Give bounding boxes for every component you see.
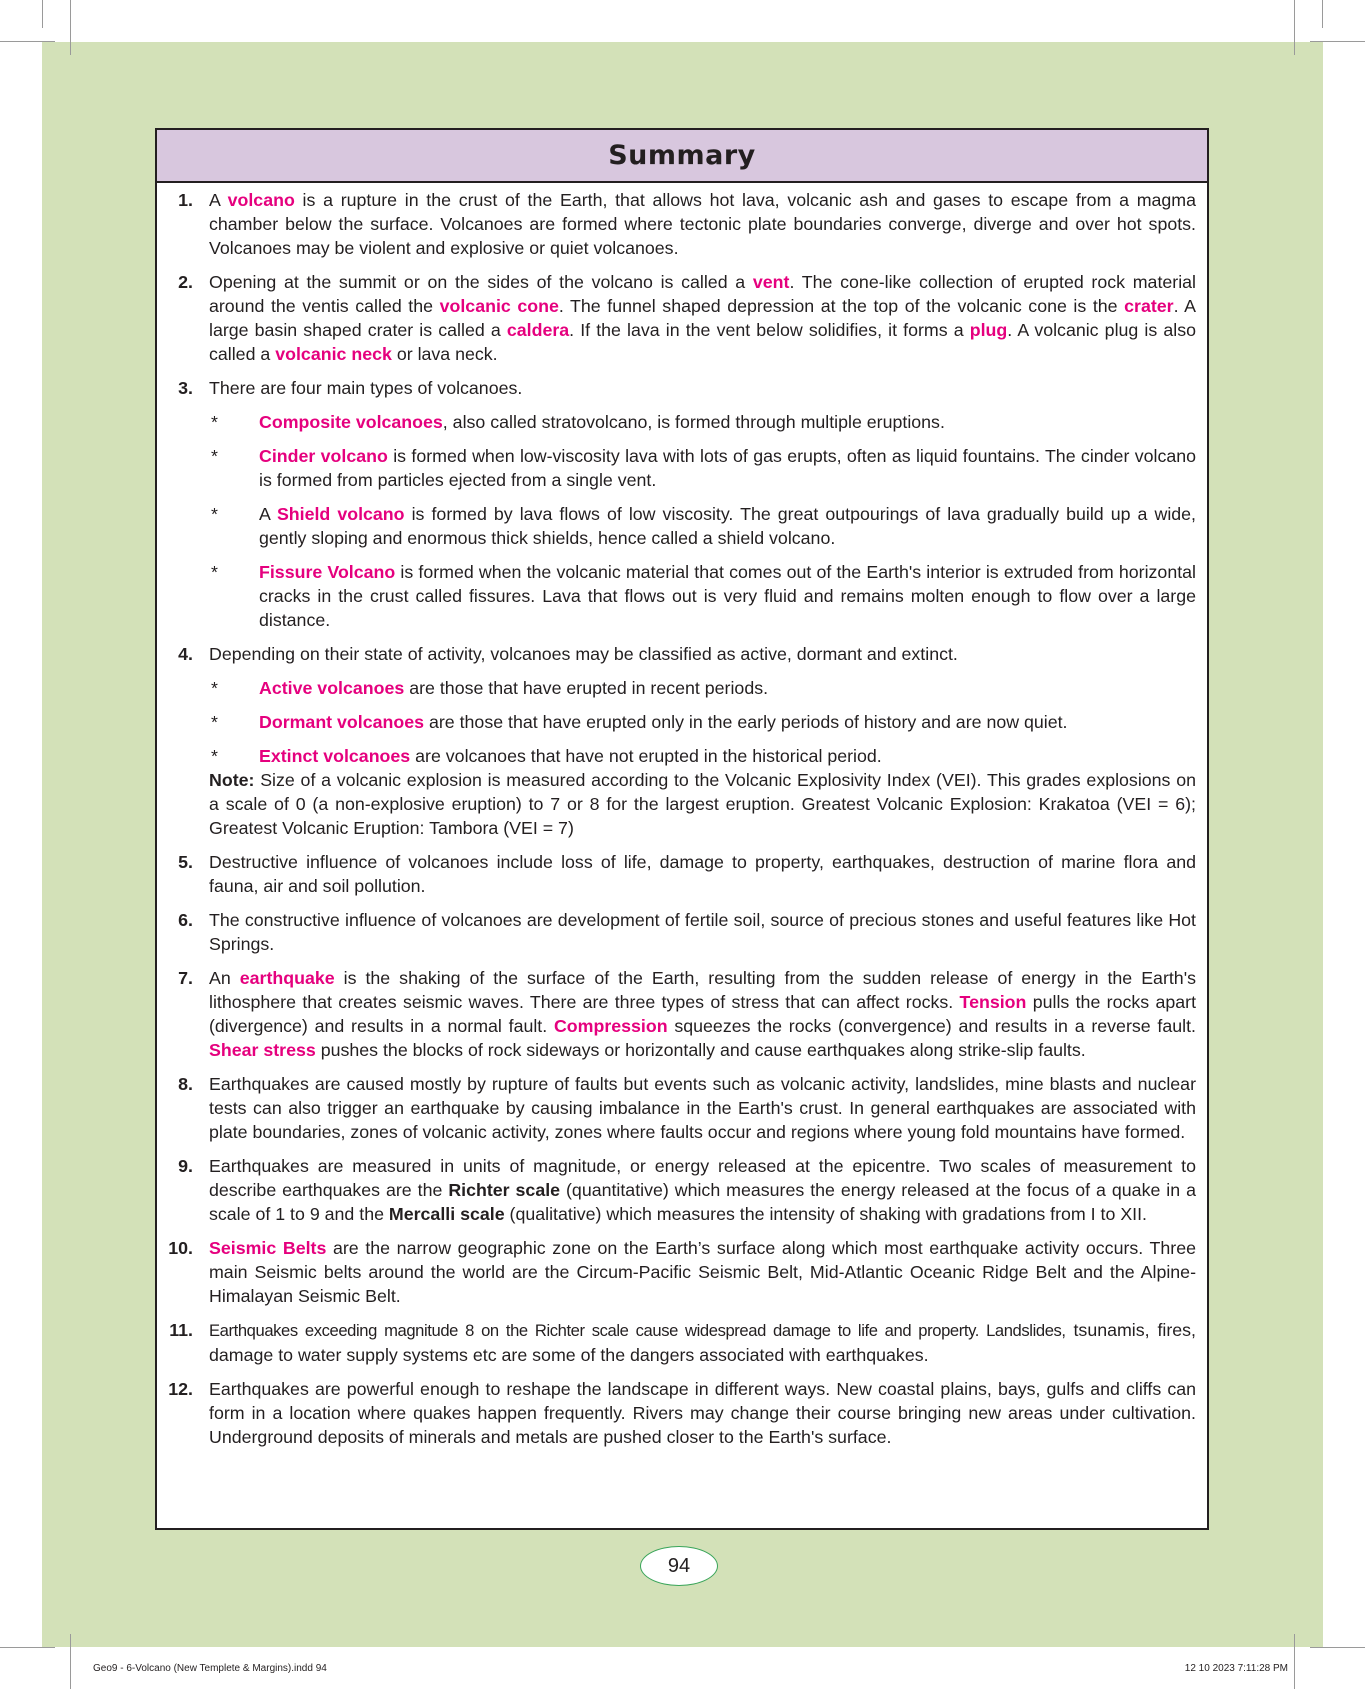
item-text [209,1154,1196,1226]
bullet-star: * [211,678,218,698]
text-run: Earthquakes exceeding magnitude 8 on the Richter scale cause widespread damage to life and property. Landslides, [209,1321,1066,1340]
summary-list [157,183,1207,1449]
text-run: squeezes the rocks (convergence) and results in a reverse fault. [667,1016,1196,1036]
item-number: 5. [178,852,193,872]
summary-item [157,908,1196,956]
item-text [209,966,1196,1062]
crop-mark [0,1647,55,1648]
text-run: is formed by lava flows of low viscosity. The great outpourings of lava gradually build up a wide, gently sloping and enormous thick shields, hence called a shield volcano. [259,504,1196,548]
item-body [209,908,1196,956]
text-run: A [209,190,228,210]
item-body [209,188,1196,260]
key-term: Compression [553,1016,668,1036]
text-run: . The funnel shaped depression at the top of the volcanic cone is the [558,296,1125,316]
summary-item [157,1154,1196,1226]
summary-item [157,1318,1196,1367]
key-term: Shield volcano [276,504,405,524]
text-run: Opening at the summit or on the sides of the volcano is called a [209,272,753,292]
item-number: 7. [178,968,193,988]
text-run: is formed when low-viscosity lava with lots of gas erupts, often as liquid fountains. The cinder volcano is formed from particles ejected from a single vent. [259,446,1196,490]
text-run: is the shaking of the surface of the Earth, resulting from the sudden release of energy in the Earth's lithosphere that creates seismic waves. There are three types of stress that can affect rocks. [209,968,1196,1012]
key-term: caldera [506,320,570,340]
text-run: , also called stratovolcano, is formed through multiple eruptions. [442,412,945,432]
item-body [209,966,1196,1062]
key-term: Dormant volcanoes [259,712,425,732]
summary-item [157,1377,1196,1449]
text-run: are those that have erupted only in the early periods of history and are now quiet. [424,712,1068,732]
summary-title: Summary [608,140,756,171]
summary-item [157,642,1196,840]
summary-item [157,966,1196,1062]
key-term: crater [1124,296,1174,316]
key-term: volcano [227,190,295,210]
bullet-star: * [211,712,218,732]
sub-item [209,560,1196,632]
crop-mark [1294,0,1295,55]
crop-mark [1310,1647,1365,1648]
key-term: Tension [959,992,1027,1012]
item-text [209,1072,1196,1144]
summary-item [157,270,1196,366]
item-number: 2. [178,272,193,292]
crop-mark [1294,1634,1295,1689]
note-text [209,768,1196,840]
item-text [209,376,1196,400]
crop-mark [1310,41,1365,42]
text-run: is formed when the volcanic material that comes out of the Earth's interior is extruded from horizontal cracks in the crust called fissures. Lava that flows out is very fluid and remains molten enough to flow over a large distance. [259,562,1196,630]
text-run: An [209,968,240,988]
sub-item-text [259,744,1196,768]
item-body [209,1154,1196,1226]
sub-item [209,410,1196,434]
item-text [209,1236,1196,1308]
key-term: Extinct volcanoes [259,746,411,766]
summary-title-bar [157,130,1207,183]
key-term: Shear stress [209,1040,316,1060]
text-run: There are four main types of volcanoes. [209,378,523,398]
item-number: 6. [178,910,193,930]
item-text [209,850,1196,898]
crop-mark [70,1634,71,1689]
sub-item [209,744,1196,768]
bullet-star: * [211,746,218,766]
text-run: (qualitative) which measures the intensity of shaking with gradations from I to XII. [504,1204,1147,1224]
bullet-star: * [211,562,218,582]
sub-item-text [259,676,1196,700]
summary-box [155,128,1209,1530]
key-term: earthquake [239,968,335,988]
text-run: The constructive influence of volcanoes are development of fertile soil, source of precious stones and useful features like Hot Springs. [209,910,1196,954]
text-run: are volcanoes that have not erupted in the historical period. [410,746,882,766]
page-number: 94 [640,1546,718,1586]
sub-item [209,710,1196,734]
item-text [209,1377,1196,1449]
crop-mark [42,0,43,28]
crop-mark [0,41,55,42]
text-run: is a rupture in the crust of the Earth, that allows hot lava, volcanic ash and gases to escape from a magma chamber below the surface. Volcanoes are formed where tectonic plate boundaries converge, diverge and over hot spots. Volcanoes may be violent and explosive or quiet volcanoes. [209,190,1196,258]
item-number: 8. [178,1074,193,1094]
item-body [209,1377,1196,1449]
summary-item [157,1236,1196,1308]
item-body [209,1072,1196,1144]
item-body [209,376,1196,632]
text-run: Earthquakes are measured in units of magnitude, or energy released at the epicentre. Two scales of measurement to describe earthquakes are the [209,1156,1196,1200]
footer-slug-right: 12 10 2023 7:11:28 PM [1184,1663,1288,1674]
sub-item-text [259,410,1196,434]
item-number: 11. [169,1320,193,1340]
key-term: plug [969,320,1008,340]
text-run: tsunamis, fires, damage to water supply systems etc are some of the dangers associated with earthquakes. [209,1320,1196,1365]
crop-mark [1322,0,1323,28]
item-body [209,270,1196,366]
summary-item [157,850,1196,898]
sub-item [209,676,1196,700]
text-run: . If the lava in the vent below solidifies, it forms a [569,320,970,340]
key-term: vent [752,272,790,292]
sub-item [209,502,1196,550]
bold-term: Mercalli scale [388,1204,505,1224]
item-number: 3. [178,378,193,398]
bold-term: Richter scale [448,1180,561,1200]
text-run: Earthquakes are powerful enough to reshape the landscape in different ways. New coastal plains, bays, gulfs and cliffs can form in a location where quakes happen frequently. Rivers may change their course bringing new areas under cultivation. Underground deposits of minerals and metals are pushed closer to the Earth's surface. [209,1379,1196,1447]
text-run: Size of a volcanic explosion is measured according to the Volcanic Explosivity Index (VEI). This grades explosions on a scale of 0 (a non-explosive eruption) to 7 or 8 for the largest eruption. Greatest Volcanic Explosion: Krakatoa (VEI = 6); Greatest Volcanic Eruption: Tambora (VEI = 7) [209,770,1196,838]
text-run: (quantitative) which measures the energy released at the focus of a quake in a scale of 1 to 9 and the [209,1180,1196,1224]
key-term: Fissure Volcano [259,562,396,582]
key-term: Composite volcanoes [259,412,443,432]
crop-mark [70,0,71,55]
bullet-star: * [211,504,218,524]
text-run: Depending on their state of activity, volcanoes may be classified as active, dormant and extinct. [209,644,958,664]
text-run: Earthquakes are caused mostly by rupture of faults but events such as volcanic activity, landslides, mine blasts and nuclear tests can also trigger an earthquake by causing imbalance in the Earth's crust. In general earthquakes are associated with plate boundaries, zones of volcanic activity, zones where faults occur and regions where young fold mountains have formed. [209,1074,1196,1142]
text-run: Destructive influence of volcanoes include loss of life, damage to property, earthquakes, destruction of marine flora and fauna, air and soil pollution. [209,852,1196,896]
summary-item [157,188,1196,260]
text-run: pulls the rocks apart (divergence) and results in a normal fault. [209,992,1197,1036]
item-number: 9. [178,1156,193,1176]
text-run: are the narrow geographic zone on the Earth’s surface along which most earthquake activity occurs. Three main Seismic belts around the world are the Circum-Pacific Seismic Belt, Mid-Atlantic Oceanic Ridge Belt and the Alpine-Himalayan Seismic Belt. [209,1238,1196,1306]
text-run: or lava neck. [391,344,498,364]
key-term: volcanic cone [439,296,559,316]
item-number: 10. [168,1238,193,1258]
item-text [209,908,1196,956]
sub-item-text [259,560,1196,632]
key-term: volcanic neck [275,344,392,364]
footer-slug-left: Geo9 - 6-Volcano (New Templete & Margins).indd 94 [93,1663,327,1674]
item-text [209,188,1196,260]
sub-item-text [259,710,1196,734]
item-body [209,1236,1196,1308]
text-run: are those that have erupted in recent periods. [404,678,769,698]
bullet-star: * [211,446,218,466]
item-text [209,270,1196,366]
item-body [209,850,1196,898]
sub-item-text [259,444,1196,492]
item-number: 12. [168,1379,193,1399]
item-number: 1. [178,190,193,210]
text-run: A [259,504,277,524]
text-run: . A large basin shaped crater is called a [209,296,1196,340]
bullet-star: * [211,412,218,432]
key-term: Cinder volcano [259,446,388,466]
item-body [209,642,1196,840]
item-text [209,1318,1196,1367]
item-body [209,1318,1196,1367]
text-run: pushes the blocks of rock sideways or horizontally and cause earthquakes along strike-slip faults. [315,1040,1086,1060]
summary-item [157,1072,1196,1144]
text-run: . The cone-like collection of erupted rock material around the ventis called the [209,272,1196,316]
sub-item-text [259,502,1196,550]
key-term: Active volcanoes [259,678,405,698]
sub-item [209,444,1196,492]
bold-term: Note: [209,770,255,790]
item-number: 4. [178,644,193,664]
summary-item [157,376,1196,632]
key-term: Seismic Belts [209,1238,327,1258]
item-text [209,642,1196,666]
text-run: . A volcanic plug is also called a [209,320,1196,364]
